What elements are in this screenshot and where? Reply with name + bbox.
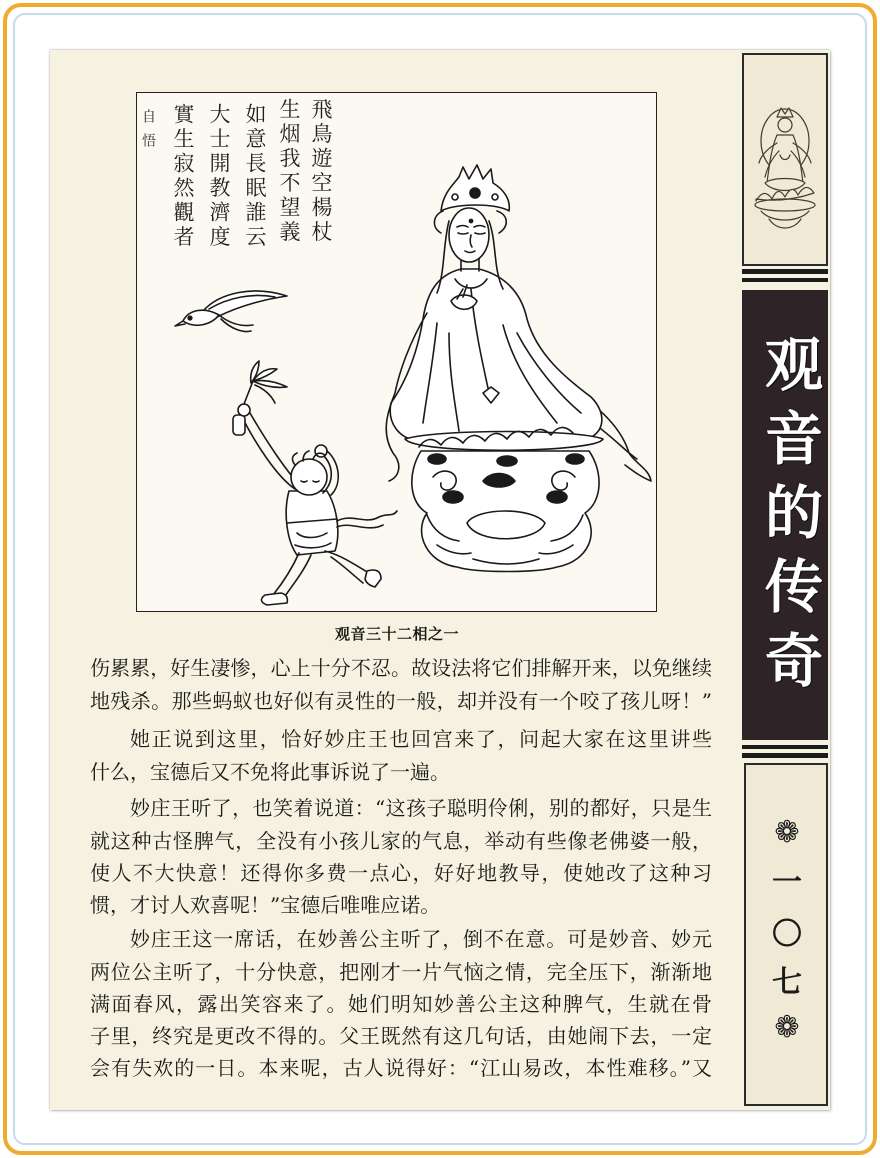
- page-number-digit: 〇: [772, 917, 802, 952]
- body-line: 满面春风，露出笑容来了。她们明知妙善公主这种脾气，生就在骨: [90, 992, 712, 1016]
- lotus-pedestal: [405, 427, 603, 571]
- divider-bar: [742, 745, 828, 749]
- body-line: 使人不大快意！还得你多费一点心，好好地教导，使她改了这种习: [90, 861, 712, 885]
- body-line: 就这种古怪脾气，全没有小孩儿家的气息，举动有些像老佛婆一般，: [90, 829, 712, 853]
- body-line: 惯，才讨人欢喜呢！”宝德后唯唯应诺。: [90, 893, 441, 917]
- poem-signature: 自悟: [140, 109, 156, 157]
- divider-bar: [742, 278, 828, 282]
- page-number-digit: 七: [772, 965, 802, 1000]
- body-line: 什么，宝德后又不免将此事诉说了一遍。: [90, 760, 450, 784]
- illustration-panel: [136, 92, 657, 612]
- figure-caption: 观音三十二相之一: [334, 625, 459, 643]
- divider-bar: [742, 753, 828, 758]
- poem-column-2: 生烟我不望義: [277, 98, 301, 245]
- child-figure: [233, 361, 397, 605]
- emblem-box: [742, 53, 828, 266]
- body-line: 妙庄王这一席话，在妙善公主听了，倒不在意。可是妙音、妙元: [130, 927, 712, 951]
- poem-column-4: 大士開教濟度: [207, 103, 231, 250]
- poem-column-3: 如意長眠誰云: [243, 103, 267, 250]
- bird-figure: [175, 291, 287, 332]
- body-line: 伤累累，好生凄惨，心上十分不忍。故设法将它们排解开来，以免继续: [90, 656, 712, 680]
- body-line: 她正说到这里，恰好妙庄王也回宫来了，问起大家在这里讲些: [130, 727, 712, 751]
- poem-column-1: 飛鳥遊空楊杖: [309, 98, 333, 245]
- poem-column-5: 實生寂然觀者: [171, 103, 195, 250]
- page-number-digit: 一: [772, 865, 802, 900]
- florette-icon: ❁: [774, 1010, 800, 1045]
- divider-bar: [742, 269, 828, 274]
- body-line: 子里，终究是更改不得的。父王既然有这几句话，由她闹下去，一定: [90, 1024, 712, 1048]
- florette-icon: ❁: [774, 815, 800, 850]
- body-line: 两位公主听了，十分快意，把刚才一片气恼之情，完全压下，渐渐地: [90, 960, 712, 984]
- book-title: 观音的传奇: [755, 334, 823, 704]
- body-line: 妙庄王听了，也笑着说道：“这孩子聪明伶俐，别的都好，只是生: [130, 796, 712, 820]
- guanyin-emblem-icon: [744, 55, 826, 264]
- body-line: 地残杀。那些蚂蚁也好似有灵性的一般，却并没有一个咬了孩儿呀！”: [90, 689, 712, 713]
- body-line: 会有失欢的一日。本来呢，古人说得好：“江山易改，本性难移。”又: [90, 1056, 712, 1080]
